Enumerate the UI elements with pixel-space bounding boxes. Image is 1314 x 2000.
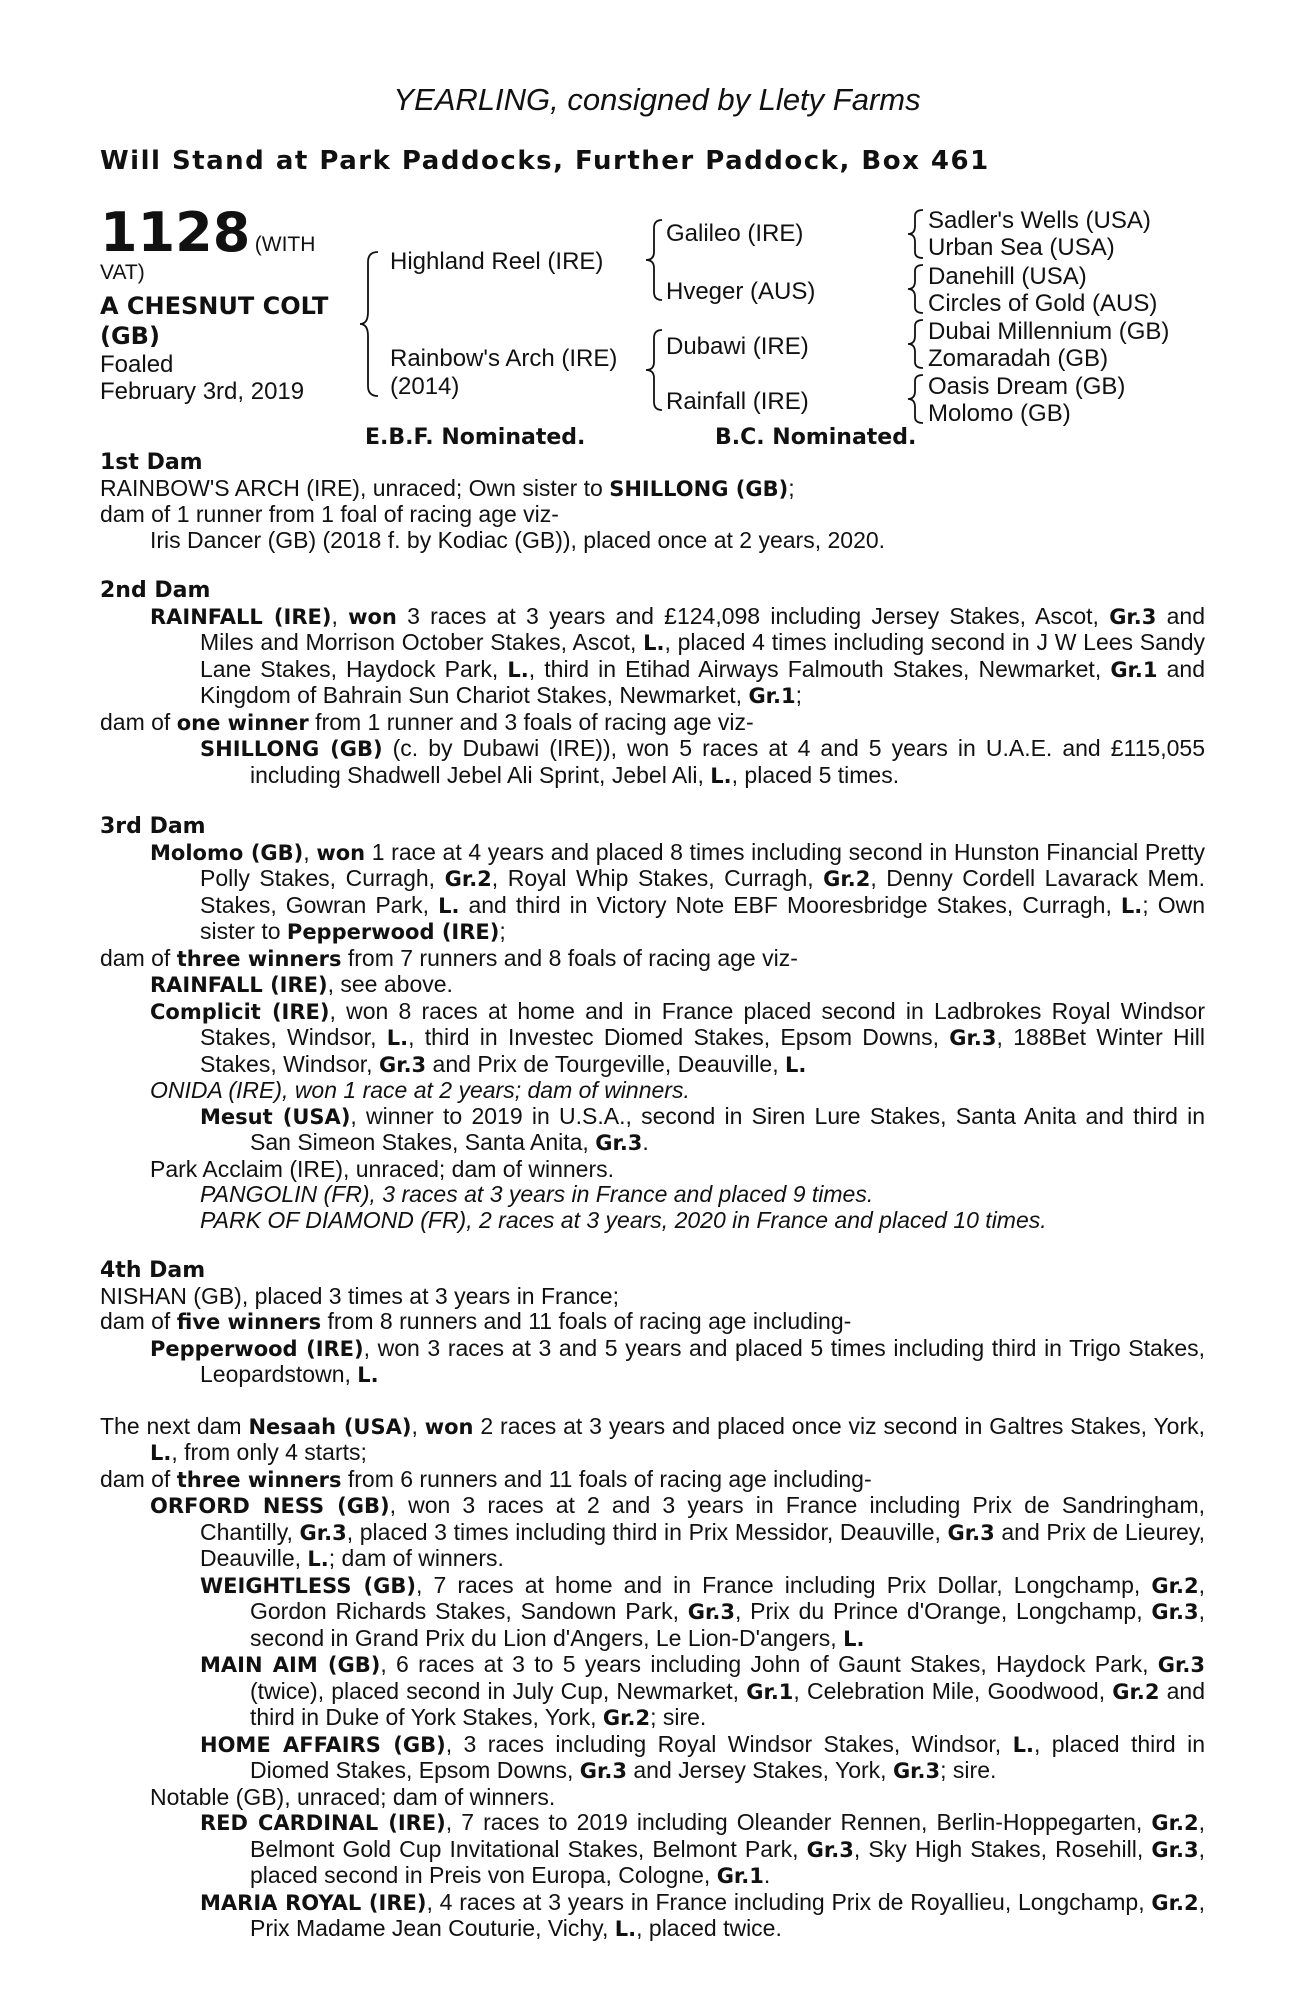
- text-run: (c. by Dubawi (IRE)), won 5 races at 4 and 5 years in U.A.E. and £115,055 including Shadwell Jebel Ali Sprint, Jebel Ali,: [250, 735, 1205, 788]
- dam-summary: [100, 476, 1205, 503]
- second-dam-section: [100, 578, 1205, 789]
- grade-label: Gr.3: [579, 1759, 627, 1783]
- brace-parents: [360, 252, 378, 396]
- pedigree-dam: Rainbow's Arch (IRE): [390, 345, 618, 372]
- pedigree-g5: Dubai Millennium (GB): [928, 318, 1170, 345]
- produce-entry: [100, 1493, 1205, 1573]
- text-run: , Denny Cordell Lavarack Mem. Stakes, Gowran Park,: [200, 865, 1206, 918]
- text-run: from 6 runners and 11 foals of racing age including-: [341, 1465, 872, 1492]
- text-run: RAINBOW'S ARCH (IRE), unraced; Own sister to: [100, 474, 610, 501]
- grade-label: Gr.2: [1112, 1679, 1160, 1704]
- grade-label: L.: [386, 1026, 409, 1050]
- bc-nomination: B.C. Nominated.: [715, 425, 917, 450]
- text-run: won: [316, 840, 366, 865]
- pedigree-dam-sire: Dubawi (IRE): [666, 333, 809, 360]
- dam-record: [100, 1414, 1205, 1467]
- text-run: , 4 races at 3 years in France including Prix de Royallieu, Longchamp,: [426, 1888, 1152, 1915]
- text-run: dam of: [100, 708, 177, 735]
- grade-label: Gr.2: [1151, 1573, 1199, 1598]
- text-run: 1 race at 4 years and placed 8 times including second in Hunston Financial Pretty Polly Stakes, Curragh,: [200, 838, 1206, 891]
- text-run: , placed twice.: [636, 1915, 782, 1941]
- section-heading: 4th Dam: [100, 1258, 206, 1283]
- produce-entry: [100, 972, 1205, 999]
- text-run: , won 8 races at home and in France placed second in Ladbrokes Royal Windsor Stakes, Windsor,: [200, 997, 1206, 1050]
- grade-label: Gr.3: [892, 1759, 941, 1783]
- produce-entry: [100, 1336, 1205, 1389]
- text-run: and third in Victory Note EBF Mooresbridge Stakes, Curragh,: [459, 891, 1121, 918]
- brace-g4: [908, 375, 923, 423]
- text-run: five winners: [176, 1310, 322, 1334]
- text-run: , third in Etihad Airways Falmouth Stakes, Newmarket,: [528, 655, 1111, 682]
- text-run: , 3 races including Royal Windsor Stakes, Windsor,: [445, 1730, 1013, 1757]
- grade-label: L.: [1012, 1732, 1034, 1757]
- grade-label: L.: [1120, 893, 1143, 918]
- grade-label: Gr.3: [1151, 1600, 1199, 1624]
- text-run: , Celebration Mile, Goodwood,: [793, 1677, 1113, 1704]
- text-run: won: [424, 1414, 474, 1439]
- text-run: dam of: [100, 1308, 177, 1334]
- pedigree-g7: Oasis Dream (GB): [928, 373, 1126, 400]
- grade-label: Gr.2: [1151, 1890, 1199, 1915]
- text-run: .: [642, 1129, 649, 1155]
- grade-label: Gr.3: [687, 1600, 735, 1624]
- grade-label: Gr.3: [947, 1520, 995, 1545]
- grade-label: Gr.1: [748, 684, 796, 708]
- text-run: and Jersey Stakes, York,: [627, 1757, 893, 1783]
- text-run: from 1 runner and 3 foals of racing age viz-: [308, 708, 754, 735]
- horse-name: RAINFALL (IRE): [150, 973, 328, 997]
- horse-name: RED CARDINAL (IRE): [200, 1811, 446, 1835]
- text-run: , Royal Whip Stakes, Curragh,: [491, 865, 824, 891]
- text-run: , third in Investec Diomed Stakes, Epsom Downs,: [408, 1024, 950, 1050]
- grade-label: Gr.3: [378, 1052, 427, 1077]
- text-run: , Prix Madame Jean Couturie, Vichy,: [250, 1888, 1205, 1941]
- grade-label: Gr.2: [444, 867, 492, 891]
- text-run: 2 races at 3 years and placed once viz second in Galtres Stakes, York,: [473, 1412, 1206, 1439]
- text-run: ,: [411, 1412, 425, 1439]
- produce-summary: dam of 1 runner from 1 foal of racing age viz-: [100, 501, 559, 527]
- produce-entry: ONIDA (IRE), won 1 race at 2 years; dam of winners.: [150, 1077, 690, 1103]
- horse-name: MAIN AIM (GB): [200, 1653, 381, 1677]
- text-run: ; sire.: [650, 1704, 707, 1730]
- text-run: , second in Grand Prix du Lion d'Angers, Le Lion-D'angers,: [250, 1598, 1206, 1651]
- grade-label: L.: [643, 631, 665, 655]
- dam-record: [100, 840, 1205, 946]
- horse-name: ORFORD NESS (GB): [150, 1494, 390, 1518]
- text-run: , from only 4 starts;: [171, 1439, 367, 1465]
- section-heading: 3rd Dam: [100, 814, 206, 839]
- produce-entry: PARK OF DIAMOND (FR), 2 races at 3 years, 2020 in France and placed 10 times.: [200, 1206, 1047, 1233]
- text-run: ,: [303, 838, 317, 865]
- text-run: and Kingdom of Bahrain Sun Chariot Stakes, Newmarket,: [200, 655, 1205, 708]
- produce-entry: [100, 1890, 1205, 1943]
- pedigree-g6: Zomaradah (GB): [928, 345, 1109, 372]
- consignment-line: YEARLING, consigned by Llety Farms: [393, 82, 921, 117]
- text-run: , won 3 races at 2 and 3 years in France including Prix de Sandringham, Chantilly,: [200, 1492, 1206, 1545]
- text-run: , Belmont Gold Cup Invitational Stakes, Belmont Park,: [250, 1809, 1205, 1862]
- foaled-date: February 3rd, 2019: [100, 378, 305, 405]
- text-run: , Sky High Stakes, Rosehill,: [853, 1835, 1152, 1862]
- produce-summary: [100, 1467, 1205, 1494]
- produce-entry: Park Acclaim (IRE), unraced; dam of winners.: [150, 1155, 614, 1182]
- third-dam-section: [100, 814, 1205, 1233]
- stand-location: Will Stand at Park Paddocks, Further Paddock, Box 461: [100, 146, 990, 176]
- pedigree-sire-dam: Hveger (AUS): [666, 278, 816, 305]
- text-run: and Miles and Morrison October Stakes, Ascot,: [200, 602, 1206, 655]
- text-run: , see above.: [327, 971, 453, 997]
- grade-label: Gr.3: [806, 1837, 854, 1862]
- ebf-nomination: E.B.F. Nominated.: [365, 425, 586, 450]
- brace-dam-parents: [646, 330, 662, 410]
- pedigree-g8: Molomo (GB): [928, 400, 1071, 427]
- produce-summary: [100, 1309, 1205, 1336]
- dam-lines: [100, 450, 1205, 1968]
- grade-label: Gr.1: [716, 1864, 764, 1888]
- produce-entry: [100, 1104, 1205, 1157]
- pedigree-g2: Urban Sea (USA): [928, 234, 1115, 261]
- produce-entry: Notable (GB), unraced; dam of winners.: [150, 1783, 556, 1810]
- grade-label: Gr.3: [595, 1131, 643, 1155]
- foaled-label: Foaled: [100, 351, 174, 378]
- text-run: , 188Bet Winter Hill Stakes, Windsor,: [200, 1024, 1206, 1077]
- horse-name: HOME AFFAIRS (GB): [200, 1732, 446, 1757]
- grade-label: Gr.1: [746, 1679, 794, 1704]
- text-run: dam of: [100, 1465, 177, 1492]
- text-run: and third in Duke of York Stakes, York,: [250, 1677, 1205, 1730]
- section-heading: 2nd Dam: [100, 578, 211, 603]
- horse-name: Complicit (IRE): [150, 999, 330, 1024]
- horse-name: SHILLONG (GB): [609, 476, 789, 501]
- text-run: , 7 races to 2019 including Oleander Rennen, Berlin-Hoppegarten,: [445, 1809, 1152, 1835]
- text-run: one winner: [176, 710, 309, 735]
- text-run: ;: [795, 682, 803, 708]
- grade-label: Gr.3: [299, 1520, 347, 1545]
- lot-number: 1128: [100, 201, 251, 264]
- text-run: ;: [788, 474, 795, 501]
- horse-name: MARIA ROYAL (IRE): [200, 1890, 427, 1915]
- grade-label: L.: [614, 1917, 637, 1941]
- text-run: , placed 5 times.: [731, 761, 900, 788]
- horse-name: SHILLONG (GB): [200, 737, 383, 761]
- text-run: (twice), placed second in July Cup, Newmarket,: [250, 1677, 747, 1704]
- grade-label: L.: [843, 1626, 865, 1651]
- grade-label: L.: [307, 1547, 329, 1571]
- horse-name: RAINFALL (IRE): [150, 604, 332, 629]
- text-run: from 7 runners and 8 foals of racing age viz-: [341, 944, 798, 971]
- dam-record: [100, 604, 1205, 710]
- produce-entry: [150, 736, 1205, 789]
- text-run: ; Own sister to: [200, 891, 1205, 944]
- produce-entry: PANGOLIN (FR), 3 races at 3 years in France and placed 9 times.: [200, 1181, 874, 1207]
- text-run: three winners: [176, 1467, 342, 1492]
- dam-record: NISHAN (GB), placed 3 times at 3 years in France;: [100, 1282, 619, 1309]
- produce-entry: [100, 1652, 1205, 1732]
- text-run: , Prix du Prince d'Orange, Longchamp,: [734, 1598, 1152, 1624]
- pedigree-dam-year: (2014): [390, 373, 460, 400]
- text-run: , placed 4 times including second in J W Lees Sandy Lane Stakes, Haydock Park,: [200, 629, 1205, 682]
- grade-label: L.: [357, 1363, 379, 1387]
- fourth-dam-section: [100, 1258, 1205, 1389]
- text-run: , placed second in Preis von Europa, Cologne,: [250, 1835, 1205, 1888]
- grade-label: Gr.2: [602, 1706, 651, 1730]
- text-run: and Prix de Lieurey, Deauville,: [200, 1518, 1205, 1571]
- pedigree-g4: Circles of Gold (AUS): [928, 290, 1158, 317]
- grade-label: L.: [438, 893, 460, 918]
- produce-entry: Iris Dancer (GB) (2018 f. by Kodiac (GB)), placed once at 2 years, 2020.: [150, 526, 886, 553]
- text-run: , 6 races at 3 to 5 years including John of Gaunt Stakes, Haydock Park,: [380, 1651, 1158, 1677]
- produce-entry: [100, 1573, 1205, 1653]
- grade-label: Gr.2: [823, 867, 871, 891]
- pedigree-dam-dam: Rainfall (IRE): [666, 388, 809, 415]
- text-run: The next dam: [100, 1412, 249, 1439]
- next-dam-section: [100, 1414, 1205, 1943]
- text-run: from 8 runners and 11 foals of racing age including-: [321, 1308, 852, 1334]
- grade-label: Gr.3: [949, 1026, 997, 1050]
- grade-label: Gr.3: [1109, 604, 1157, 629]
- horse-name: WEIGHTLESS (GB): [200, 1573, 416, 1598]
- text-run: , Gordon Richards Stakes, Sandown Park,: [250, 1571, 1206, 1624]
- vat-note: (WITH VAT): [100, 233, 316, 284]
- produce-summary: [100, 946, 1205, 973]
- text-run: , placed 3 times including third in Prix Messidor, Deauville,: [346, 1518, 948, 1545]
- horse-name: Nesaah (USA): [248, 1414, 412, 1439]
- brace-g1: [908, 210, 923, 258]
- grade-label: L.: [150, 1441, 172, 1465]
- text-run: ; dam of winners.: [328, 1545, 504, 1571]
- produce-summary: [100, 710, 1205, 737]
- grade-label: Gr.1: [1110, 657, 1158, 682]
- text-run: ;: [499, 918, 506, 944]
- pedigree-sire-sire: Galileo (IRE): [666, 220, 804, 247]
- text-run: and Prix de Tourgeville, Deauville,: [426, 1050, 785, 1077]
- horse-name: Pepperwood (IRE): [286, 920, 500, 944]
- produce-entry: [100, 1732, 1205, 1785]
- text-run: ,: [331, 602, 349, 629]
- text-run: won: [348, 604, 397, 629]
- grade-label: L.: [785, 1052, 807, 1077]
- brace-g3: [908, 320, 923, 368]
- brace-sire-parents: [646, 220, 662, 300]
- produce-entry: [100, 999, 1205, 1079]
- horse-name: Molomo (GB): [150, 840, 304, 865]
- pedigree-g3: Danehill (USA): [928, 263, 1087, 290]
- text-run: , placed third in Diomed Stakes, Epsom Downs,: [250, 1730, 1206, 1783]
- brace-g2: [908, 265, 923, 313]
- text-run: , won 3 races at 3 and 5 years and placed 5 times including third in Trigo Stakes, Leopardstown,: [200, 1334, 1206, 1387]
- grade-label: L.: [507, 657, 529, 682]
- lot-description: A CHESNUT COLT (GB): [100, 292, 329, 350]
- text-run: , 7 races at home and in France including Prix Dollar, Longchamp,: [415, 1571, 1152, 1598]
- grade-label: L.: [710, 763, 732, 788]
- text-run: three winners: [176, 946, 342, 971]
- first-dam-section: [100, 450, 1205, 553]
- text-run: dam of: [100, 944, 177, 971]
- pedigree-g1: Sadler's Wells (USA): [928, 207, 1151, 234]
- horse-name: Pepperwood (IRE): [150, 1336, 364, 1361]
- text-run: 3 races at 3 years and £124,098 including Jersey Stakes, Ascot,: [396, 602, 1110, 629]
- section-heading: 1st Dam: [100, 450, 203, 475]
- pedigree-sire: Highland Reel (IRE): [390, 248, 604, 275]
- horse-name: Mesut (USA): [200, 1104, 351, 1129]
- text-run: ; sire.: [940, 1757, 997, 1783]
- grade-label: Gr.3: [1151, 1837, 1199, 1862]
- grade-label: Gr.3: [1157, 1653, 1205, 1677]
- grade-label: Gr.2: [1151, 1811, 1199, 1835]
- produce-entry: [100, 1810, 1205, 1890]
- text-run: .: [763, 1862, 771, 1888]
- text-run: , winner to 2019 in U.S.A., second in Siren Lure Stakes, Santa Anita and third in San Simeon Stakes, Santa Anita,: [250, 1102, 1205, 1155]
